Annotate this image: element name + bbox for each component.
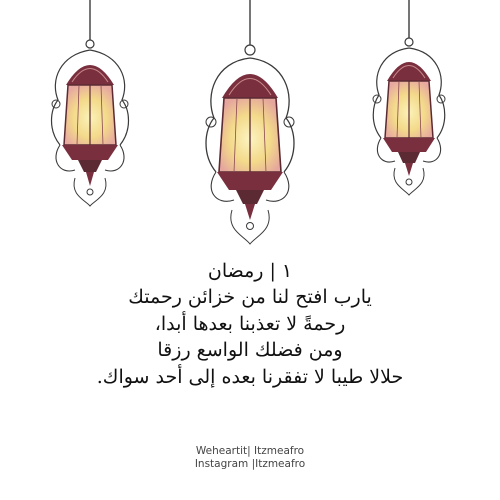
- hanging-lantern-left: [30, 0, 150, 220]
- dua-line-3: ومن فضلك الواسع رزقا: [157, 339, 343, 361]
- month-name: رمضان: [207, 260, 264, 282]
- separator: |: [269, 260, 276, 282]
- credit-weheartit: Weheartit| Itzmeafro: [195, 445, 305, 457]
- dua-line-1: يارب افتح لنا من خزائن رحمتك: [128, 286, 372, 308]
- day-number: ١: [281, 260, 293, 282]
- hanging-lantern-right: [354, 0, 464, 210]
- dua-line-2: رحمةً لا تعذبنا بعدها أبدا،: [154, 312, 346, 335]
- credit-instagram: Instagram |Itzmeafro: [194, 458, 306, 470]
- ramadan-day-heading: [40, 258, 460, 284]
- ramadan-dua: [40, 258, 460, 390]
- hanging-lantern-center: [190, 0, 310, 260]
- dua-line-4: حلالا طيبا لا تفقرنا بعده إلى أحد سواك.: [96, 365, 404, 388]
- credits: [160, 445, 340, 471]
